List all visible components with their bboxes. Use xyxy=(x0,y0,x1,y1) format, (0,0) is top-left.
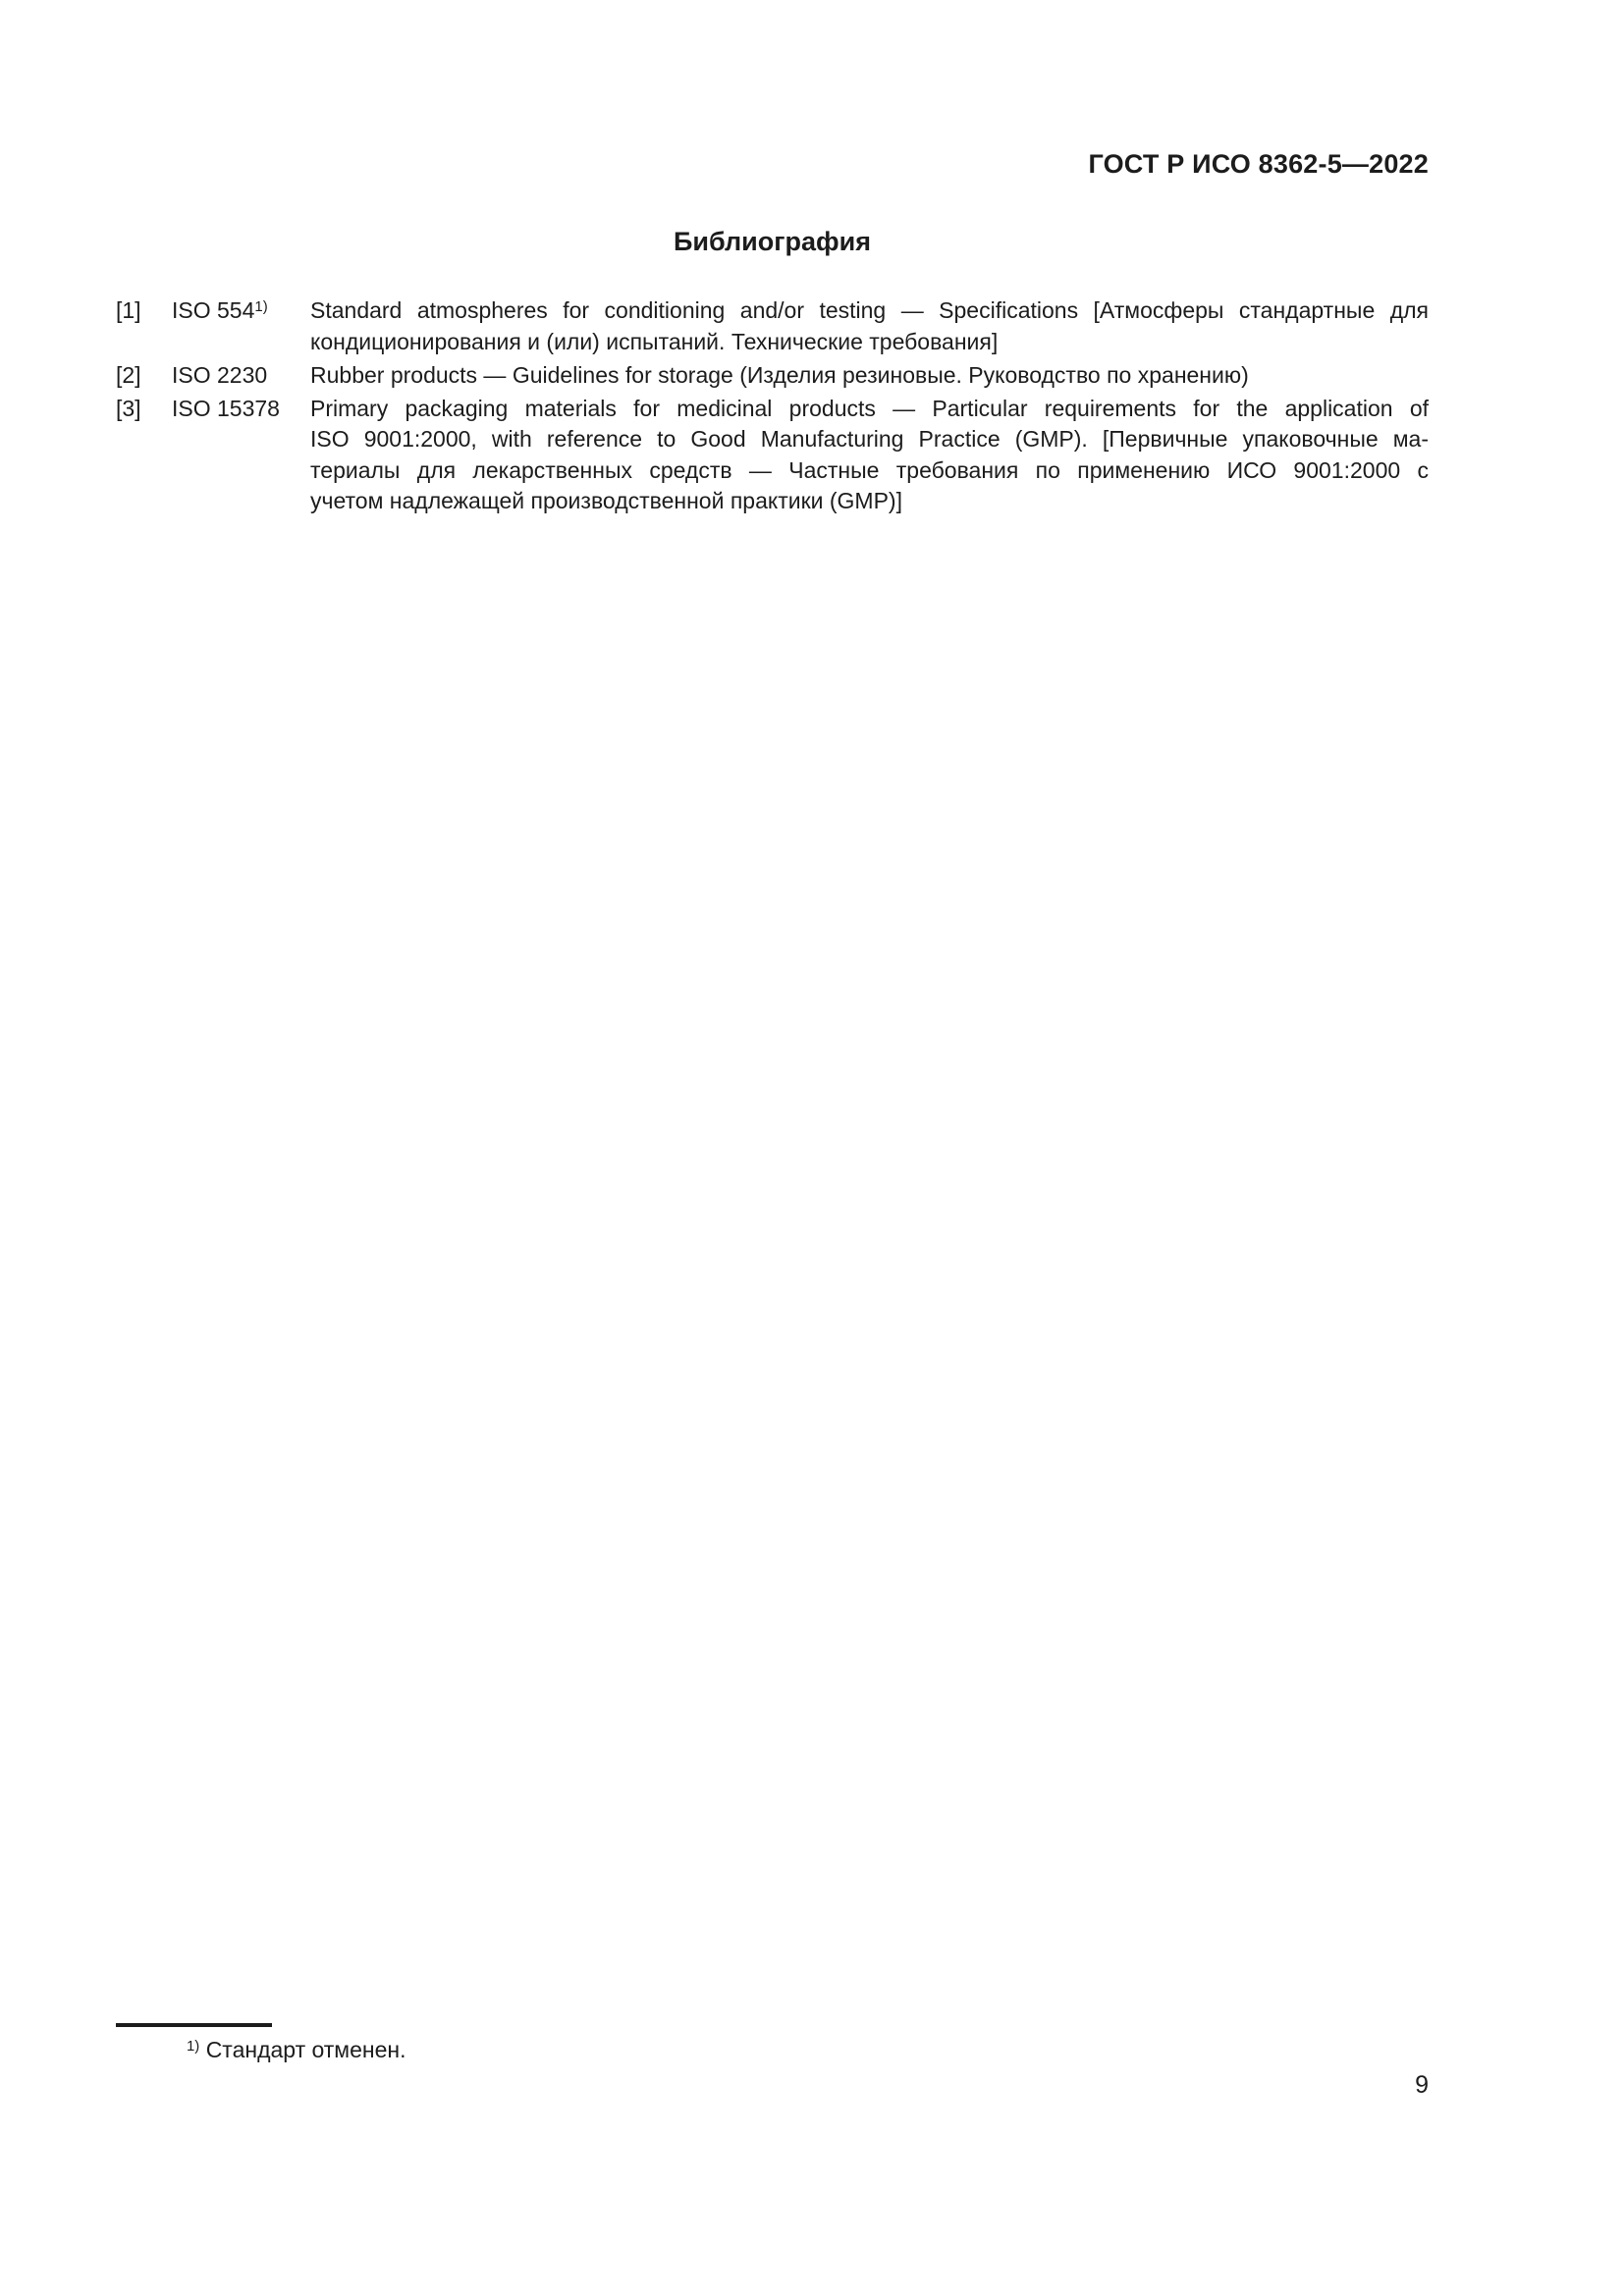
page-number: 9 xyxy=(1415,2071,1429,2099)
document-header: ГОСТ Р ИСО 8362-5—2022 xyxy=(1088,149,1429,179)
bibliography-list xyxy=(116,295,1429,517)
entry-description-line: териалы для лекарственных средств — Частные требования по применению ИСО 9001:2000 с xyxy=(310,456,1429,483)
footnote-text: Стандарт отменен. xyxy=(205,2037,406,2062)
entry-code-footnote-marker: 1) xyxy=(254,298,268,316)
entry-description-line: учетом надлежащей производственной практики (GMP)] xyxy=(310,488,902,513)
entry-ref: [1] xyxy=(116,297,141,323)
footnote xyxy=(116,2036,1429,2063)
entry-code: ISO 2230 xyxy=(172,361,268,388)
entry-description xyxy=(310,360,1429,392)
bibliography-entry xyxy=(116,394,1429,517)
entry-description-line: Rubber products — Guidelines for storage (Изделия резиновые. Руководство по хранению) xyxy=(310,361,1249,388)
entry-description-line: Primary packaging materials for medicinal products — Particular requirements for the application of xyxy=(310,395,1429,421)
entry-description xyxy=(310,295,1429,357)
entry-code: ISO 15378 xyxy=(172,395,280,421)
entry-description-line: кондиционирования и (или) испытаний. Технические требования] xyxy=(310,328,999,354)
entry-ref: [2] xyxy=(116,361,141,388)
entry-description-line: ISO 9001:2000, with reference to Good Manufacturing Practice (GMP). [Первичные упаковочные ма- xyxy=(310,426,1429,452)
entry-description-line: Standard atmospheres for conditioning and/or testing — Specifications [Атмосферы стандартные для xyxy=(310,297,1429,323)
entry-ref: [3] xyxy=(116,395,141,421)
page-title: Библиография xyxy=(674,227,871,256)
footnote-divider xyxy=(116,2023,272,2027)
entry-code: ISO 554$^{1)}$ xyxy=(172,297,268,323)
bibliography-entry xyxy=(116,360,1429,392)
bibliography-entry xyxy=(116,295,1429,357)
footnote-marker: 1) xyxy=(187,2038,200,2056)
entry-description xyxy=(310,394,1429,517)
